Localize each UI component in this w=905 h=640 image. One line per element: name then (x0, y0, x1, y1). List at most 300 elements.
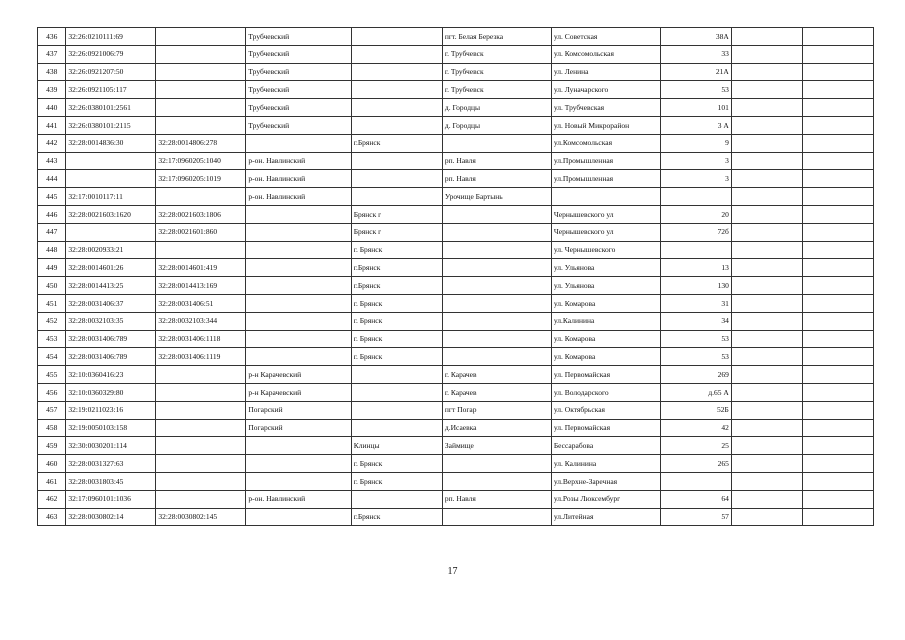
cadastral-number-cell: 32:28:0031406:789 (66, 348, 156, 366)
street-cell: ул.Литейная (551, 508, 660, 526)
city-cell: г. Брянск (351, 472, 442, 490)
district-cell: Погарский (246, 419, 351, 437)
row-number-cell: 454 (38, 348, 66, 366)
table-row (38, 134, 874, 152)
row-number-cell: 449 (38, 259, 66, 277)
street-cell: ул. Луначарского (551, 81, 660, 99)
table-row (38, 508, 874, 526)
house-number-cell: 101 (660, 99, 731, 117)
building-cadastral-number-cell: 32:28:0031406:1118 (156, 330, 246, 348)
extra-column-2-cell (802, 330, 873, 348)
building-cadastral-number-cell (156, 116, 246, 134)
house-number-cell: 38А (660, 28, 731, 46)
street-cell: ул.Промышленная (551, 170, 660, 188)
house-number-cell: 3 (660, 152, 731, 170)
settlement-cell (442, 134, 551, 152)
extra-column-2-cell (802, 28, 873, 46)
city-cell (351, 170, 442, 188)
cadastral-number-cell: 32:28:0014413:25 (66, 277, 156, 295)
table-row (38, 383, 874, 401)
settlement-cell: Займище (442, 437, 551, 455)
district-cell: р-он. Навлинский (246, 188, 351, 206)
table-row (38, 294, 874, 312)
settlement-cell: Урочище Бартынь (442, 188, 551, 206)
house-number-cell: 31 (660, 294, 731, 312)
extra-column-2-cell (802, 294, 873, 312)
cadastral-number-cell: 32:28:0014836:30 (66, 134, 156, 152)
district-cell: Трубчевский (246, 45, 351, 63)
building-cadastral-number-cell: 32:28:0030802:145 (156, 508, 246, 526)
house-number-cell: 53 (660, 81, 731, 99)
settlement-cell: д. Городцы (442, 116, 551, 134)
extra-column-1-cell (731, 294, 802, 312)
city-cell (351, 63, 442, 81)
row-number-cell: 448 (38, 241, 66, 259)
row-number-cell: 440 (38, 99, 66, 117)
table-row (38, 401, 874, 419)
cadastral-number-cell: 32:17:0960101:1036 (66, 490, 156, 508)
cadastral-number-cell: 32:28:0031406:37 (66, 294, 156, 312)
building-cadastral-number-cell (156, 455, 246, 473)
extra-column-1-cell (731, 45, 802, 63)
cadastral-number-cell: 32:26:0921105:117 (66, 81, 156, 99)
city-cell (351, 99, 442, 117)
extra-column-1-cell (731, 205, 802, 223)
extra-column-1-cell (731, 152, 802, 170)
extra-column-1-cell (731, 419, 802, 437)
page-number: 17 (447, 566, 458, 577)
settlement-cell (442, 455, 551, 473)
cadastral-number-cell (66, 223, 156, 241)
extra-column-2-cell (802, 490, 873, 508)
building-cadastral-number-cell (156, 419, 246, 437)
district-cell: Погарский (246, 401, 351, 419)
building-cadastral-number-cell (156, 45, 246, 63)
house-number-cell (660, 188, 731, 206)
cadastral-number-cell: 32:28:0030802:14 (66, 508, 156, 526)
street-cell: ул.Промышленная (551, 152, 660, 170)
house-number-cell: 21А (660, 63, 731, 81)
street-cell: ул. Трубчевская (551, 99, 660, 117)
house-number-cell: 265 (660, 455, 731, 473)
district-cell (246, 259, 351, 277)
street-cell: ул. Ленина (551, 63, 660, 81)
settlement-cell: рп. Навля (442, 170, 551, 188)
extra-column-1-cell (731, 490, 802, 508)
extra-column-2-cell (802, 455, 873, 473)
row-number-cell: 451 (38, 294, 66, 312)
house-number-cell: 57 (660, 508, 731, 526)
street-cell: ул. Советская (551, 28, 660, 46)
table-row (38, 312, 874, 330)
district-cell (246, 241, 351, 259)
house-number-cell: 53 (660, 330, 731, 348)
building-cadastral-number-cell: 32:28:0021603:1806 (156, 205, 246, 223)
building-cadastral-number-cell (156, 28, 246, 46)
district-cell: Трубчевский (246, 116, 351, 134)
building-cadastral-number-cell (156, 472, 246, 490)
city-cell: Клинцы (351, 437, 442, 455)
table-row (38, 241, 874, 259)
street-cell: ул.Розы Люксембург (551, 490, 660, 508)
building-cadastral-number-cell (156, 63, 246, 81)
extra-column-2-cell (802, 259, 873, 277)
street-cell: ул. Ульянова (551, 277, 660, 295)
row-number-cell: 445 (38, 188, 66, 206)
cadastral-number-cell: 32:30:0030201:114 (66, 437, 156, 455)
table-row (38, 28, 874, 46)
cadastral-number-cell: 32:26:0210111:69 (66, 28, 156, 46)
settlement-cell: рп. Навля (442, 490, 551, 508)
row-number-cell: 453 (38, 330, 66, 348)
district-cell: Трубчевский (246, 81, 351, 99)
settlement-cell (442, 294, 551, 312)
row-number-cell: 462 (38, 490, 66, 508)
table-row (38, 63, 874, 81)
cadastral-number-cell: 32:19:0050103:158 (66, 419, 156, 437)
extra-column-1-cell (731, 366, 802, 384)
street-cell: ул. Комарова (551, 348, 660, 366)
extra-column-2-cell (802, 472, 873, 490)
row-number-cell: 442 (38, 134, 66, 152)
extra-column-1-cell (731, 28, 802, 46)
row-number-cell: 443 (38, 152, 66, 170)
extra-column-2-cell (802, 419, 873, 437)
row-number-cell: 450 (38, 277, 66, 295)
table-row (38, 116, 874, 134)
house-number-cell: 64 (660, 490, 731, 508)
row-number-cell: 455 (38, 366, 66, 384)
district-cell (246, 508, 351, 526)
cadastral-number-cell: 32:28:0020933:21 (66, 241, 156, 259)
city-cell: г. Брянск (351, 241, 442, 259)
cadastral-number-cell: 32:17:0010117:11 (66, 188, 156, 206)
street-cell: ул. Первомайская (551, 419, 660, 437)
table-row (38, 490, 874, 508)
extra-column-2-cell (802, 401, 873, 419)
extra-column-2-cell (802, 205, 873, 223)
table-row (38, 99, 874, 117)
street-cell: ул. Калинина (551, 455, 660, 473)
extra-column-1-cell (731, 437, 802, 455)
cadastral-number-cell: 32:10:0360416:23 (66, 366, 156, 384)
cadastral-number-cell (66, 170, 156, 188)
row-number-cell: 457 (38, 401, 66, 419)
street-cell: Чернышевского ул (551, 223, 660, 241)
building-cadastral-number-cell (156, 241, 246, 259)
building-cadastral-number-cell: 32:28:0032103:344 (156, 312, 246, 330)
table-row (38, 81, 874, 99)
city-cell: г. Брянск (351, 330, 442, 348)
building-cadastral-number-cell: 32:17:0960205:1040 (156, 152, 246, 170)
city-cell (351, 383, 442, 401)
settlement-cell (442, 348, 551, 366)
row-number-cell: 437 (38, 45, 66, 63)
city-cell: г. Брянск (351, 312, 442, 330)
city-cell: г.Брянск (351, 277, 442, 295)
extra-column-2-cell (802, 188, 873, 206)
row-number-cell: 463 (38, 508, 66, 526)
house-number-cell: 72б (660, 223, 731, 241)
registry-body (38, 28, 874, 526)
city-cell: Брянск г (351, 223, 442, 241)
row-number-cell: 461 (38, 472, 66, 490)
settlement-cell (442, 223, 551, 241)
extra-column-1-cell (731, 223, 802, 241)
street-cell: Чернышевского ул (551, 205, 660, 223)
extra-column-2-cell (802, 134, 873, 152)
street-cell: ул. Комсомольская (551, 45, 660, 63)
street-cell: ул. Чернышевского (551, 241, 660, 259)
registry-table (37, 27, 874, 526)
settlement-cell: д.Исаевка (442, 419, 551, 437)
street-cell: ул. Володарского (551, 383, 660, 401)
table-row (38, 455, 874, 473)
city-cell: г.Брянск (351, 259, 442, 277)
cadastral-number-cell: 32:19:0211023:16 (66, 401, 156, 419)
extra-column-1-cell (731, 348, 802, 366)
street-cell: Бессарабова (551, 437, 660, 455)
house-number-cell: 13 (660, 259, 731, 277)
extra-column-2-cell (802, 366, 873, 384)
extra-column-1-cell (731, 383, 802, 401)
city-cell (351, 28, 442, 46)
extra-column-2-cell (802, 277, 873, 295)
extra-column-2-cell (802, 383, 873, 401)
extra-column-1-cell (731, 259, 802, 277)
settlement-cell: рп. Навля (442, 152, 551, 170)
city-cell (351, 188, 442, 206)
building-cadastral-number-cell: 32:28:0031406:1119 (156, 348, 246, 366)
house-number-cell: 20 (660, 205, 731, 223)
city-cell (351, 116, 442, 134)
cadastral-number-cell: 32:26:0921207:50 (66, 63, 156, 81)
extra-column-2-cell (802, 348, 873, 366)
row-number-cell: 446 (38, 205, 66, 223)
extra-column-2-cell (802, 241, 873, 259)
house-number-cell: 52Б (660, 401, 731, 419)
district-cell (246, 330, 351, 348)
extra-column-2-cell (802, 81, 873, 99)
house-number-cell: 269 (660, 366, 731, 384)
settlement-cell: г. Карачев (442, 366, 551, 384)
street-cell: ул. Ульянова (551, 259, 660, 277)
district-cell (246, 277, 351, 295)
extra-column-1-cell (731, 170, 802, 188)
row-number-cell: 459 (38, 437, 66, 455)
extra-column-2-cell (802, 170, 873, 188)
district-cell (246, 205, 351, 223)
settlement-cell: пгт Погар (442, 401, 551, 419)
building-cadastral-number-cell: 32:17:0960205:1019 (156, 170, 246, 188)
house-number-cell (660, 472, 731, 490)
district-cell (246, 223, 351, 241)
district-cell: р-н Карачевский (246, 366, 351, 384)
extra-column-1-cell (731, 277, 802, 295)
house-number-cell: 3 А (660, 116, 731, 134)
cadastral-number-cell: 32:28:0031406:789 (66, 330, 156, 348)
table-row (38, 366, 874, 384)
city-cell (351, 45, 442, 63)
table-row (38, 277, 874, 295)
extra-column-2-cell (802, 152, 873, 170)
cadastral-number-cell: 32:28:0031327:63 (66, 455, 156, 473)
cadastral-number-cell: 32:28:0021603:1620 (66, 205, 156, 223)
extra-column-1-cell (731, 312, 802, 330)
row-number-cell: 456 (38, 383, 66, 401)
table-row (38, 45, 874, 63)
street-cell: ул.Верхне-Заречная (551, 472, 660, 490)
house-number-cell: 42 (660, 419, 731, 437)
extra-column-1-cell (731, 63, 802, 81)
row-number-cell: 460 (38, 455, 66, 473)
extra-column-1-cell (731, 99, 802, 117)
table-row (38, 259, 874, 277)
row-number-cell: 444 (38, 170, 66, 188)
cadastral-number-cell: 32:28:0031803:45 (66, 472, 156, 490)
settlement-cell (442, 205, 551, 223)
street-cell (551, 188, 660, 206)
row-number-cell: 452 (38, 312, 66, 330)
building-cadastral-number-cell (156, 366, 246, 384)
settlement-cell (442, 330, 551, 348)
district-cell: Трубчевский (246, 63, 351, 81)
district-cell (246, 312, 351, 330)
extra-column-2-cell (802, 223, 873, 241)
row-number-cell: 438 (38, 63, 66, 81)
house-number-cell: 34 (660, 312, 731, 330)
cadastral-number-cell: 32:28:0014601:26 (66, 259, 156, 277)
city-cell: г. Брянск (351, 294, 442, 312)
building-cadastral-number-cell (156, 383, 246, 401)
settlement-cell (442, 312, 551, 330)
table-row (38, 223, 874, 241)
settlement-cell (442, 472, 551, 490)
row-number-cell: 447 (38, 223, 66, 241)
house-number-cell: 53 (660, 348, 731, 366)
district-cell (246, 455, 351, 473)
table-row (38, 437, 874, 455)
city-cell (351, 490, 442, 508)
city-cell: г.Брянск (351, 134, 442, 152)
street-cell: ул. Октябрьская (551, 401, 660, 419)
city-cell: г. Брянск (351, 348, 442, 366)
table-row (38, 330, 874, 348)
extra-column-1-cell (731, 330, 802, 348)
extra-column-2-cell (802, 312, 873, 330)
district-cell: р-он. Навлинский (246, 490, 351, 508)
building-cadastral-number-cell: 32:28:0014413:169 (156, 277, 246, 295)
city-cell: г. Брянск (351, 455, 442, 473)
street-cell: ул. Новый Микрорайон (551, 116, 660, 134)
city-cell: г.Брянск (351, 508, 442, 526)
city-cell (351, 81, 442, 99)
district-cell (246, 134, 351, 152)
city-cell (351, 152, 442, 170)
extra-column-1-cell (731, 472, 802, 490)
settlement-cell: г. Трубчевск (442, 45, 551, 63)
table-row (38, 152, 874, 170)
district-cell: Трубчевский (246, 99, 351, 117)
street-cell: ул.Комсомольская (551, 134, 660, 152)
table-row (38, 348, 874, 366)
table-row (38, 170, 874, 188)
row-number-cell: 439 (38, 81, 66, 99)
settlement-cell (442, 259, 551, 277)
city-cell (351, 366, 442, 384)
house-number-cell: д.65 А (660, 383, 731, 401)
building-cadastral-number-cell (156, 401, 246, 419)
extra-column-1-cell (731, 508, 802, 526)
building-cadastral-number-cell (156, 99, 246, 117)
city-cell (351, 401, 442, 419)
extra-column-1-cell (731, 134, 802, 152)
building-cadastral-number-cell (156, 437, 246, 455)
settlement-cell: г. Трубчевск (442, 81, 551, 99)
district-cell (246, 437, 351, 455)
house-number-cell: 9 (660, 134, 731, 152)
settlement-cell (442, 277, 551, 295)
street-cell: ул. Комарова (551, 330, 660, 348)
house-number-cell: 25 (660, 437, 731, 455)
extra-column-1-cell (731, 188, 802, 206)
settlement-cell: д. Городцы (442, 99, 551, 117)
building-cadastral-number-cell: 32:28:0021601:860 (156, 223, 246, 241)
district-cell (246, 472, 351, 490)
district-cell: р-н Карачевский (246, 383, 351, 401)
building-cadastral-number-cell: 32:28:0014806:278 (156, 134, 246, 152)
house-number-cell: 33 (660, 45, 731, 63)
extra-column-2-cell (802, 99, 873, 117)
extra-column-1-cell (731, 455, 802, 473)
table-row (38, 472, 874, 490)
table-row (38, 188, 874, 206)
extra-column-1-cell (731, 116, 802, 134)
house-number-cell: 130 (660, 277, 731, 295)
building-cadastral-number-cell (156, 490, 246, 508)
settlement-cell: г. Трубчевск (442, 63, 551, 81)
city-cell: Брянск г (351, 205, 442, 223)
house-number-cell: 3 (660, 170, 731, 188)
extra-column-2-cell (802, 63, 873, 81)
extra-column-2-cell (802, 437, 873, 455)
table-row (38, 205, 874, 223)
district-cell: р-он. Навлинский (246, 152, 351, 170)
settlement-cell: пгт. Белая Березка (442, 28, 551, 46)
extra-column-1-cell (731, 241, 802, 259)
building-cadastral-number-cell: 32:28:0031406:51 (156, 294, 246, 312)
building-cadastral-number-cell (156, 81, 246, 99)
row-number-cell: 436 (38, 28, 66, 46)
cadastral-number-cell: 32:26:0921006:79 (66, 45, 156, 63)
cadastral-number-cell: 32:28:0032103:35 (66, 312, 156, 330)
street-cell: ул.Калинина (551, 312, 660, 330)
building-cadastral-number-cell (156, 188, 246, 206)
district-cell: Трубчевский (246, 28, 351, 46)
street-cell: ул. Первомайская (551, 366, 660, 384)
extra-column-1-cell (731, 401, 802, 419)
settlement-cell (442, 241, 551, 259)
row-number-cell: 441 (38, 116, 66, 134)
extra-column-2-cell (802, 45, 873, 63)
district-cell: р-он. Навлинский (246, 170, 351, 188)
house-number-cell (660, 241, 731, 259)
city-cell (351, 419, 442, 437)
settlement-cell (442, 508, 551, 526)
row-number-cell: 458 (38, 419, 66, 437)
cadastral-number-cell: 32:10:0360329:80 (66, 383, 156, 401)
cadastral-number-cell (66, 152, 156, 170)
